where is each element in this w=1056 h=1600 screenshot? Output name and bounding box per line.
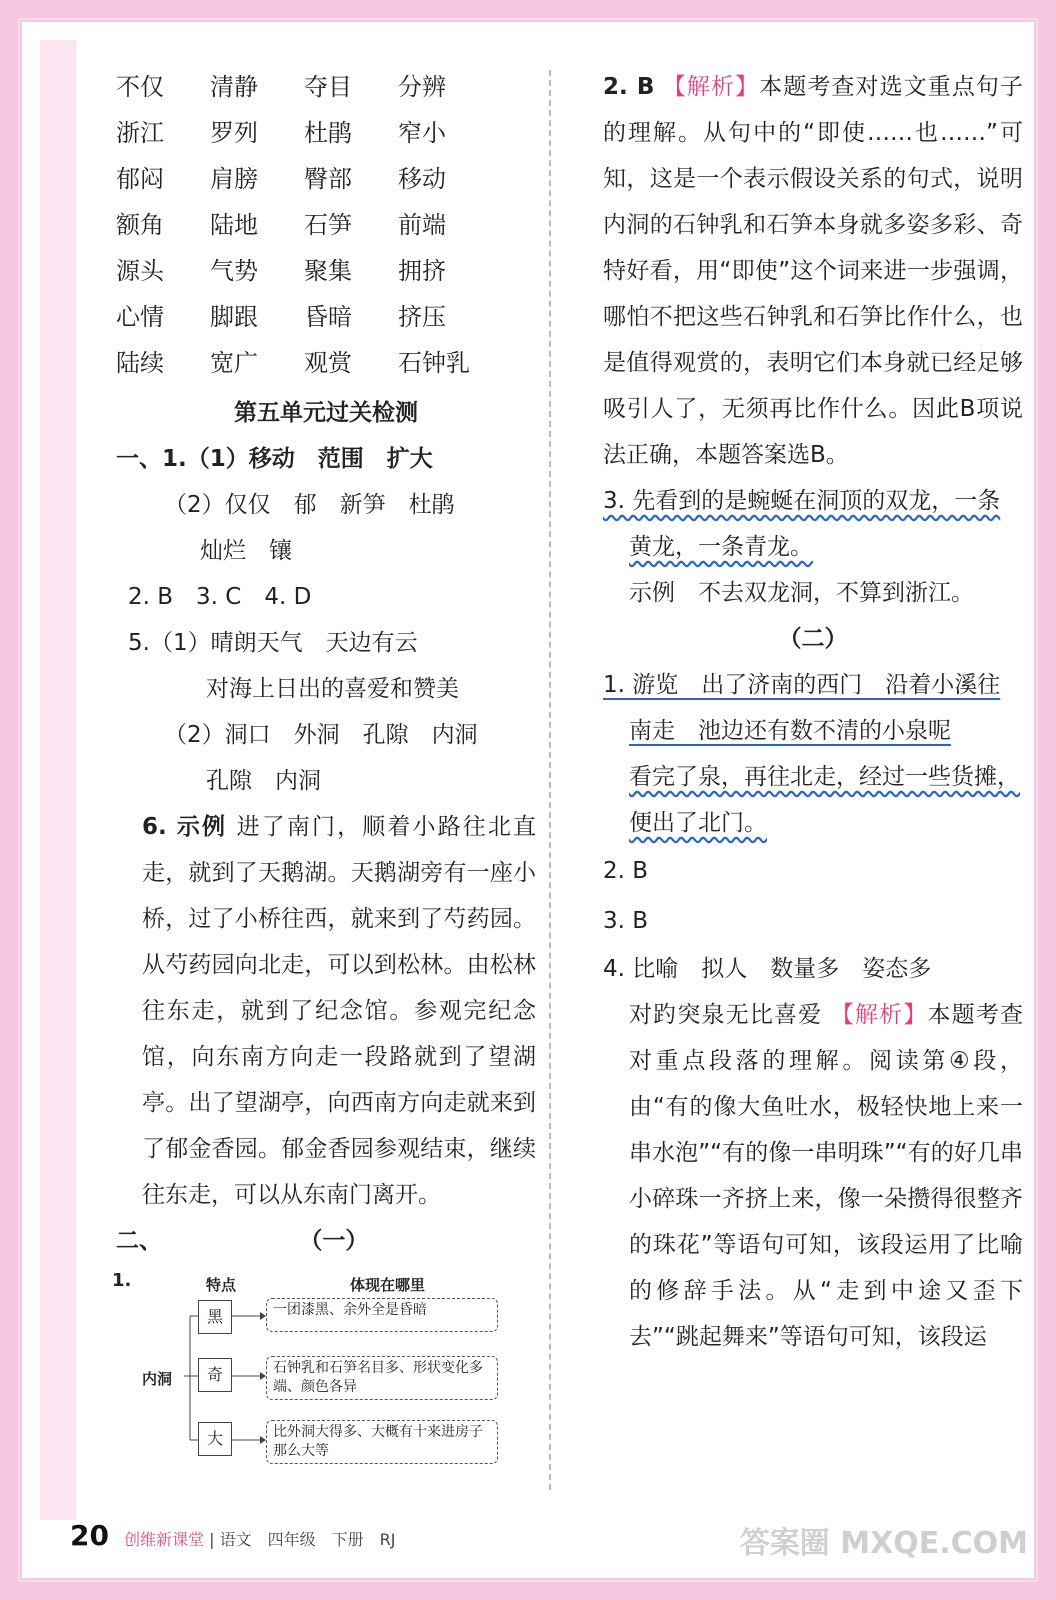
word-cell: 脚跟	[210, 303, 258, 331]
r-q2-text: 本题考查对选文重点句子的理解。从句中的“即使……也……”可知，这是一个表示假设关系的句式，说明内洞的石钟乳和石笋本身就多姿多彩、奇特好看，用“即使”这个词来进一步强调，哪怕不把这些石钟乳和石笋比作什么，也是值得观赏的，表明它们本身就已经足够吸引人了，无须再比作什么。因此B项说法正确，本题答案选B。	[603, 74, 1024, 468]
r-q4-answer: 对趵突泉无比喜爱	[629, 1002, 823, 1028]
word-cell: 分辨	[398, 73, 446, 101]
word-cell: 清静	[210, 73, 258, 101]
sub1-label: （一）	[299, 1228, 369, 1254]
word-cell: 陆地	[210, 211, 258, 239]
diagram-q-number: 1.	[112, 1270, 132, 1291]
diagram-text: 比外洞大得多、大概有十来进房子那么大等	[266, 1420, 498, 1464]
diagram-header-where: 体现在哪里	[350, 1276, 426, 1294]
q6-label: 6. 示例	[142, 814, 228, 840]
q5-line1: 5.（1）晴朗天气 天边有云	[128, 630, 418, 656]
diagram-root: 内洞	[142, 1370, 173, 1388]
word-cell: 杜鹃	[304, 119, 352, 147]
word-cell: 肩膀	[210, 165, 258, 193]
q234-line: 2. B 3. C 4. D	[128, 584, 312, 610]
word-cell: 郁闷	[116, 165, 164, 193]
r-q2-tag: 【解析】	[662, 74, 760, 100]
word-cell: 移动	[398, 165, 446, 193]
brand-name: 创维新课堂	[124, 1530, 205, 1549]
r-q2	[603, 64, 1023, 478]
word-cell: 不仅	[116, 73, 164, 101]
r-q1-line3	[603, 754, 1023, 800]
footer	[70, 1519, 396, 1552]
word-grid	[116, 64, 536, 386]
word-cell: 心情	[116, 303, 164, 331]
word-cell: 罗列	[210, 119, 258, 147]
word-cell: 石钟乳	[398, 349, 470, 377]
r-q3-line1	[603, 478, 1023, 524]
r-q3-answer: 3. B	[603, 908, 649, 934]
q6-paragraph	[116, 804, 536, 1218]
r-q3-line3: 示例 不去双龙洞，不算到浙江。	[629, 580, 974, 606]
q6-text: 进了南门，顺着小路往北直走，就到了天鹅湖。天鹅湖旁有一座小桥，过了小桥往西，就来到了芍药园。从芍药园向北走，可以到松林。由松林往东走，就到了纪念馆。参观完纪念馆，向东南方向走一段路就到了望湖亭。出了望湖亭，向西南方向走就来到了郁金香园。郁金香园参观结束，继续往东走，可以从东南门离开。	[142, 814, 537, 1208]
r-q4-paragraph	[603, 992, 1023, 1360]
r-q3-text-a: 3. 先看到的是蜿蜒在洞顶的双龙，一条	[603, 488, 1001, 514]
r-q2-label: 2. B	[603, 74, 655, 100]
diagram-key: 奇	[198, 1358, 232, 1392]
word-cell: 昏暗	[304, 303, 352, 331]
word-cell: 拥挤	[398, 257, 446, 285]
word-cell: 额角	[116, 211, 164, 239]
q1-line1: 一、1.（1）移动 范围 扩大	[116, 446, 433, 472]
word-cell: 夺目	[304, 73, 352, 101]
r-q3-line2	[603, 524, 1023, 570]
q5-line2: 对海上日出的喜爱和赞美	[206, 676, 459, 702]
word-cell: 陆续	[116, 349, 164, 377]
left-strip	[40, 40, 76, 1520]
diagram-key: 大	[198, 1422, 232, 1456]
page	[80, 50, 1040, 1550]
left-column	[116, 64, 536, 1264]
word-cell: 浙江	[116, 119, 164, 147]
word-cell: 石笋	[304, 211, 352, 239]
sub2-label: （二）	[778, 626, 848, 652]
word-cell: 源头	[116, 257, 164, 285]
book-info: | 语文 四年级 下册 RJ	[209, 1530, 396, 1549]
r-q1-line1	[603, 662, 1023, 708]
r-q1-line4	[603, 800, 1023, 846]
cave-diagram	[80, 1270, 520, 1470]
word-cell: 臀部	[304, 165, 352, 193]
diagram-key: 黑	[198, 1300, 232, 1334]
diagram-text: 一团漆黑、余外全是昏暗	[266, 1298, 498, 1332]
word-cell: 宽广	[210, 349, 258, 377]
r-q3-text-b: 黄龙，一条青龙。	[629, 534, 813, 560]
r-q1-text-b: 南走 池边还有数不清的小泉呢	[629, 718, 951, 744]
right-column	[603, 64, 1023, 1360]
r-q4-tag: 【解析】	[830, 1002, 928, 1028]
r-q1-line2	[603, 708, 1023, 754]
q5-line3: （2）洞口 外洞 孔隙 内洞	[164, 722, 478, 748]
section-title: 第五单元过关检测	[234, 400, 418, 426]
part2-row	[116, 1218, 536, 1264]
word-cell: 观赏	[304, 349, 352, 377]
r-q1-text-a: 1. 游览 出了济南的西门 沿着小溪往	[603, 672, 1001, 698]
r-q2-answer: 2. B	[603, 858, 649, 884]
q1-line3: 灿烂 镶	[200, 538, 292, 564]
word-cell: 聚集	[304, 257, 352, 285]
page-number: 20	[70, 1519, 109, 1552]
word-cell: 挤压	[398, 303, 446, 331]
word-cell: 前端	[398, 211, 446, 239]
r-q4-line1: 4. 比喻 拟人 数量多 姿态多	[603, 956, 932, 982]
word-cell: 窄小	[398, 119, 446, 147]
diagram-text: 石钟乳和石笋名目多、形状变化多端、颜色各异	[266, 1356, 498, 1400]
watermark: 答案圈 MXQE.COM	[739, 1526, 1028, 1561]
r-q1-text-c: 看完了泉，再往北走，经过一些货摊，	[629, 764, 1020, 790]
r-q4-text: 本题考查对重点段落的理解。阅读第④段，由“有的像大鱼吐水，极轻快地上来一串水泡”“有的像一串明珠”“有的好几串小碎珠一齐挤上来，像一朵攒得很整齐的珠花”等语句可知，该段运用了比喻的修辞手法。从“走到中途又歪下去”“跳起舞来”等语句可知，该段运	[629, 1002, 1024, 1350]
q1-line2: （2）仅仅 郁 新笋 杜鹃	[164, 492, 455, 518]
part2-label: 二、	[116, 1228, 162, 1254]
diagram-header-feature: 特点	[206, 1276, 237, 1294]
word-cell: 气势	[210, 257, 258, 285]
column-divider	[549, 70, 551, 1490]
r-q1-text-d: 便出了北门。	[629, 810, 767, 836]
q5-line4: 孔隙 内洞	[206, 768, 321, 794]
